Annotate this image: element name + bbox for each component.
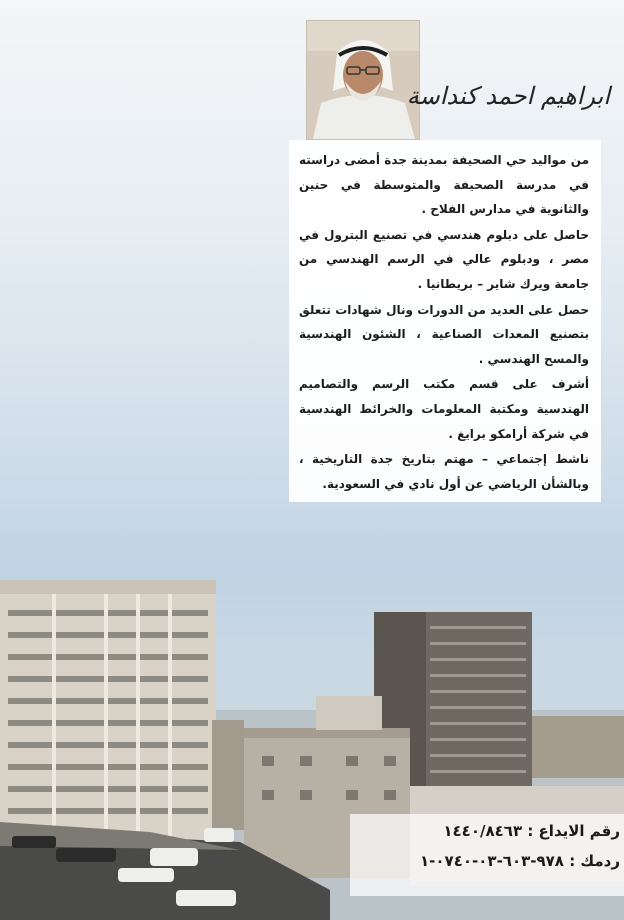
isbn-number: ردمك : ٩٧٨-٦٠٣-٠٣-٠٧٤٠-١ [420,852,620,870]
legal-deposit-number: رقم الايداع : ١٤٤٠/٨٤٦٣ [443,822,620,840]
bio-paragraph: حاصل على دبلوم هندسي في تصنيع البترول في مصر ، ودبلوم عالي في الرسم الهندسي من جامعة ويرك شاير – بريطانيا . [299,227,589,291]
author-name: ابراهيم احمد كنداسة [406,82,610,110]
bio-panel [289,140,601,502]
bio-paragraph: أشرف على قسم مكتب الرسم والتصاميم الهندسية ومكتبة المعلومات والخرائط الهندسية في شركة أرامكو برايغ . [299,377,589,441]
bio-paragraph: ناشط إجتماعي – مهتم بتاريخ جدة التاريخية ، وبالشأن الرياضي عن أول نادي في السعودية. [299,452,589,491]
author-portrait-icon [307,21,419,139]
bio-paragraph: حصل على العديد من الدورات ونال شهادات تتعلق بتصنيع المعدات الصناعية ، الشئون الهندسية والمسح الهندسي . [299,302,589,366]
author-photo [306,20,420,140]
bio-paragraph: من مواليد حي الصحيفة بمدينة جدة أمضى دراسته في مدرسة الصحيفة والمتوسطة في حنين والثانوية في مدارس الفلاح . [299,153,589,217]
